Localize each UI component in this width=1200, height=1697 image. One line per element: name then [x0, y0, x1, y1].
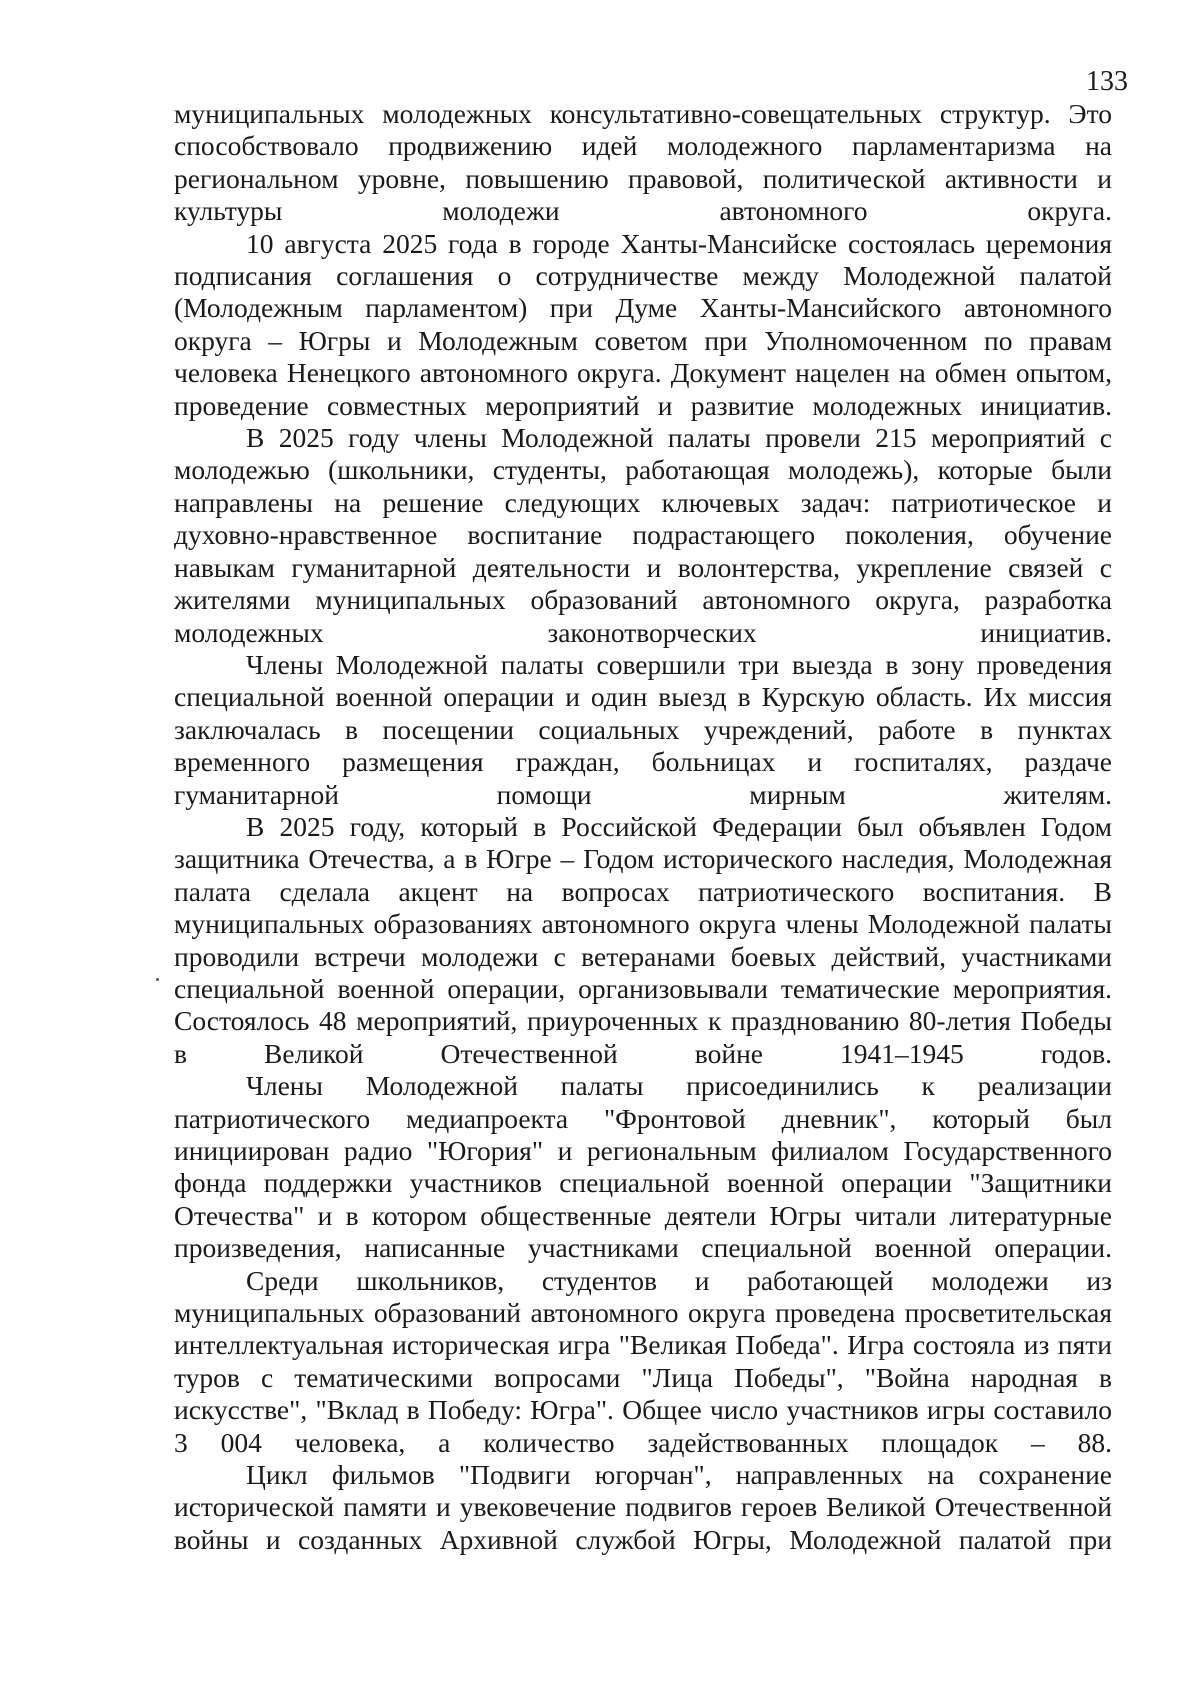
paragraph: В 2025 году, который в Российской Федерации был объявлен Годом защитника Отечества, а в Югре – Годом исторического наследия, Молодежная палата сделала акцент на вопросах патриотического воспитания. В муниципальных образованиях автономного округа члены Молодежной палаты проводили встречи молодежи с ветеранами боевых действий, участниками специальной военной операции, организовывали тематические мероприятия. Состоялось 48 мероприятий, приуроченных к празднованию 80-летия Победы в Великой Отечественной войне 1941–1945 годов. [174, 810, 1112, 1069]
paragraph: Среди школьников, студентов и работающей молодежи из муниципальных образований автономного округа проведена просветительская интеллектуальная историческая игра "Великая Победа". Игра состояла из пяти туров с тематическими вопросами "Лица Победы", "Война народная в искусстве", "Вклад в Победу: Югра". Общее число участников игры составило 3 004 человека, а количество задействованных площадок – 88. [174, 1264, 1112, 1458]
paragraph: В 2025 году члены Молодежной палаты провели 215 мероприятий с молодежью (школьники, студенты, работающая молодежь), которые были направлены на решение следующих ключевых задач: патриотическое и духовно-нравственное воспитание подрастающего поколения, обучение навыкам гуманитарной деятельности и волонтерства, укрепление связей с жителями муниципальных образований автономного округа, разработка молодежных законотворческих инициатив. [174, 422, 1112, 648]
paragraph: Цикл фильмов "Подвиги югорчан", направленных на сохранение исторической памяти и увековечение подвигов героев Великой Отечественной войны и созданных Архивной службой Югры, Молодежной палатой при [174, 1459, 1112, 1555]
paragraph: Члены Молодежной палаты присоединились к реализации патриотического медиапроекта "Фронтовой дневник", который был инициирован радио "Югория" и региональным филиалом Государственного фонда поддержки участников специальной военной операции "Защитники Отечества" и в котором общественные деятели Югры читали литературные произведения, написанные участниками специальной военной операции. [174, 1070, 1112, 1264]
page-number: 133 [1086, 66, 1128, 97]
paragraph: Члены Молодежной палаты совершили три выезда в зону проведения специальной военной операции и один выезд в Курскую область. Их миссия заключалась в посещении социальных учреждений, работе в пунктах временного размещения граждан, больницах и госпиталях, раздаче гуманитарной помощи мирным жителям. [174, 648, 1112, 810]
paragraph: 10 августа 2025 года в городе Ханты-Мансийске состоялась церемония подписания соглашения о сотрудничестве между Молодежной палатой (Молодежным парламентом) при Думе Ханты-Мансийского автономного округа – Югры и Молодежным советом при Уполномоченном по правам человека Ненецкого автономного округа. Документ нацелен на обмен опытом, проведение совместных мероприятий и развитие молодежных инициатив. [174, 227, 1112, 421]
scan-speck [156, 978, 159, 981]
body-text [174, 98, 1112, 1556]
paragraph: муниципальных молодежных консультативно-совещательных структур. Это способствовало продвижению идей молодежного парламентаризма на региональном уровне, повышению правовой, политической активности и культуры молодежи автономного округа. [174, 98, 1112, 227]
